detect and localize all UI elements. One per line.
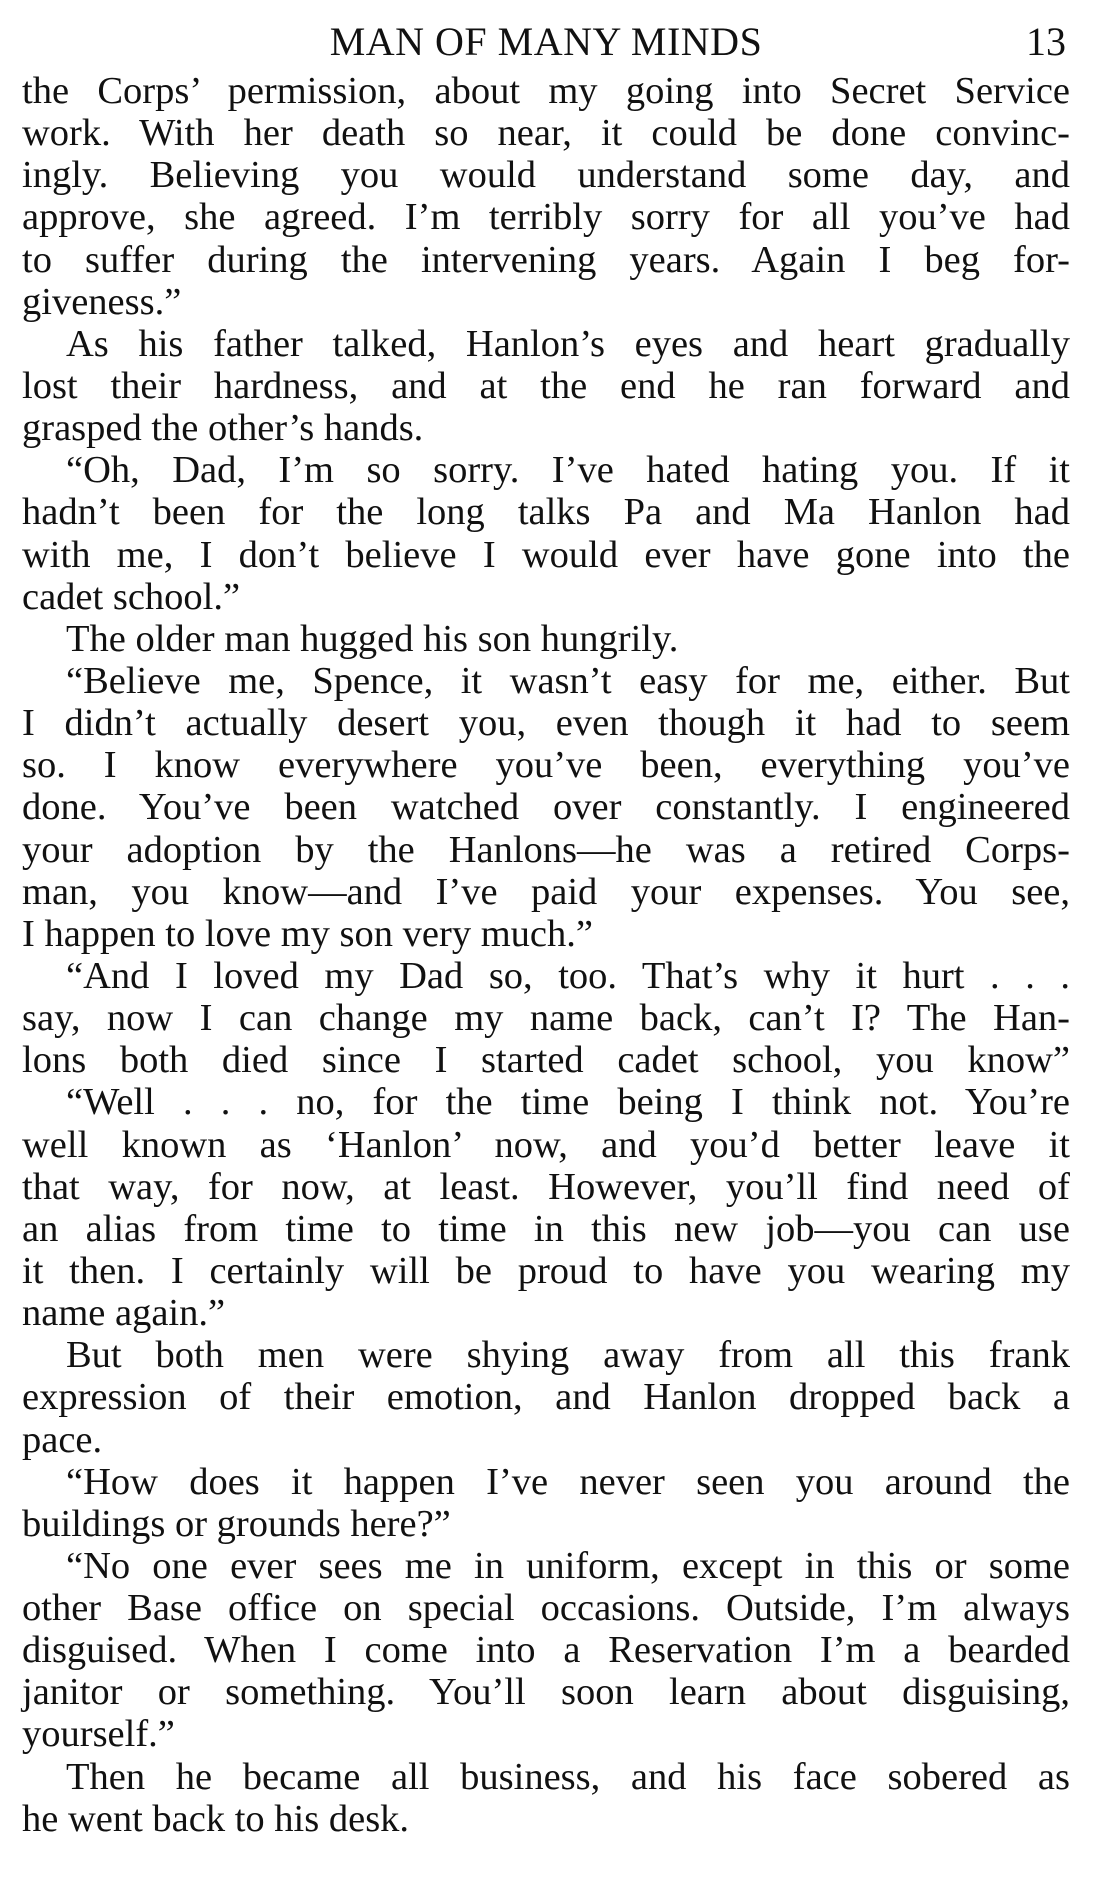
text-line: yourself.”	[22, 1713, 175, 1756]
text-line: cadet school.”	[22, 575, 241, 618]
text-line: giveness.”	[22, 280, 182, 323]
text-line: man, you know—and I’ve paid your expenses. You see,	[22, 870, 1070, 913]
text-line: to suffer during the intervening years. Again I beg for-	[22, 238, 1070, 281]
page-number: 13	[1026, 19, 1066, 64]
text-line: I didn’t actually desert you, even though it had to seem	[22, 702, 1070, 745]
text-line: “And I loved my Dad so, too. That’s why it hurt . . .	[66, 954, 1070, 997]
text-line: say, now I can change my name back, can’t I? The Han-	[22, 997, 1070, 1040]
text-line: done. You’ve been watched over constantly. I engineered	[22, 786, 1070, 829]
text-line: Then he became all business, and his face sobered as	[66, 1755, 1070, 1798]
text-line: he went back to his desk.	[22, 1797, 410, 1840]
text-line: janitor or something. You’ll soon learn about disguising,	[22, 1671, 1070, 1714]
text-line: “How does it happen I’ve never seen you around the	[66, 1460, 1070, 1503]
text-line: it then. I certainly will be proud to have you wearing my	[22, 1249, 1070, 1292]
text-line: hadn’t been for the long talks Pa and Ma Hanlon had	[22, 491, 1070, 534]
text-line: But both men were shying away from all this frank	[66, 1334, 1070, 1377]
running-head	[22, 14, 1070, 70]
text-line: well known as ‘Hanlon’ now, and you’d better leave it	[22, 1123, 1070, 1166]
text-line: “Believe me, Spence, it wasn’t easy for me, either. But	[66, 659, 1070, 702]
text-line: other Base office on special occasions. Outside, I’m always	[22, 1587, 1070, 1630]
text-line: ingly. Believing you would understand some day, and	[22, 154, 1070, 197]
text-line: lons both died since I started cadet school, you know”	[22, 1039, 1070, 1082]
text-line: lost their hardness, and at the end he ran forward and	[22, 364, 1070, 407]
text-line: “Oh, Dad, I’m so sorry. I’ve hated hating you. If it	[66, 449, 1070, 492]
text-line: expression of their emotion, and Hanlon dropped back a	[22, 1376, 1070, 1419]
text-line: pace.	[22, 1418, 103, 1461]
text-line: buildings or grounds here?”	[22, 1502, 451, 1545]
text-line: As his father talked, Hanlon’s eyes and heart gradually	[66, 322, 1070, 365]
text-line: so. I know everywhere you’ve been, everything you’ve	[22, 744, 1070, 787]
text-line: the Corps’ permission, about my going into Secret Service	[22, 70, 1070, 112]
text-line: I happen to love my son very much.”	[22, 912, 593, 955]
text-line: with me, I don’t believe I would ever have gone into the	[22, 533, 1070, 576]
text-line: an alias from time to time in this new job—you can use	[22, 1207, 1070, 1250]
running-title: MAN OF MANY MINDS	[329, 19, 763, 64]
text-line: approve, she agreed. I’m terribly sorry for all you’ve had	[22, 196, 1070, 239]
text-line: “No one ever sees me in uniform, except in this or some	[66, 1544, 1070, 1587]
text-line: your adoption by the Hanlons—he was a retired Corps-	[22, 828, 1070, 871]
text-line: that way, for now, at least. However, you’ll find need of	[22, 1165, 1070, 1208]
book-page	[22, 14, 1070, 1840]
text-line: work. With her death so near, it could be done convinc-	[22, 112, 1070, 155]
text-line: The older man hugged his son hungrily.	[66, 617, 679, 660]
text-line: name again.”	[22, 1292, 226, 1335]
body-text	[22, 70, 1070, 1840]
text-line: “Well . . . no, for the time being I think not. You’re	[66, 1081, 1070, 1124]
text-line: disguised. When I come into a Reservation I’m a bearded	[22, 1629, 1070, 1672]
text-line: grasped the other’s hands.	[22, 407, 424, 450]
